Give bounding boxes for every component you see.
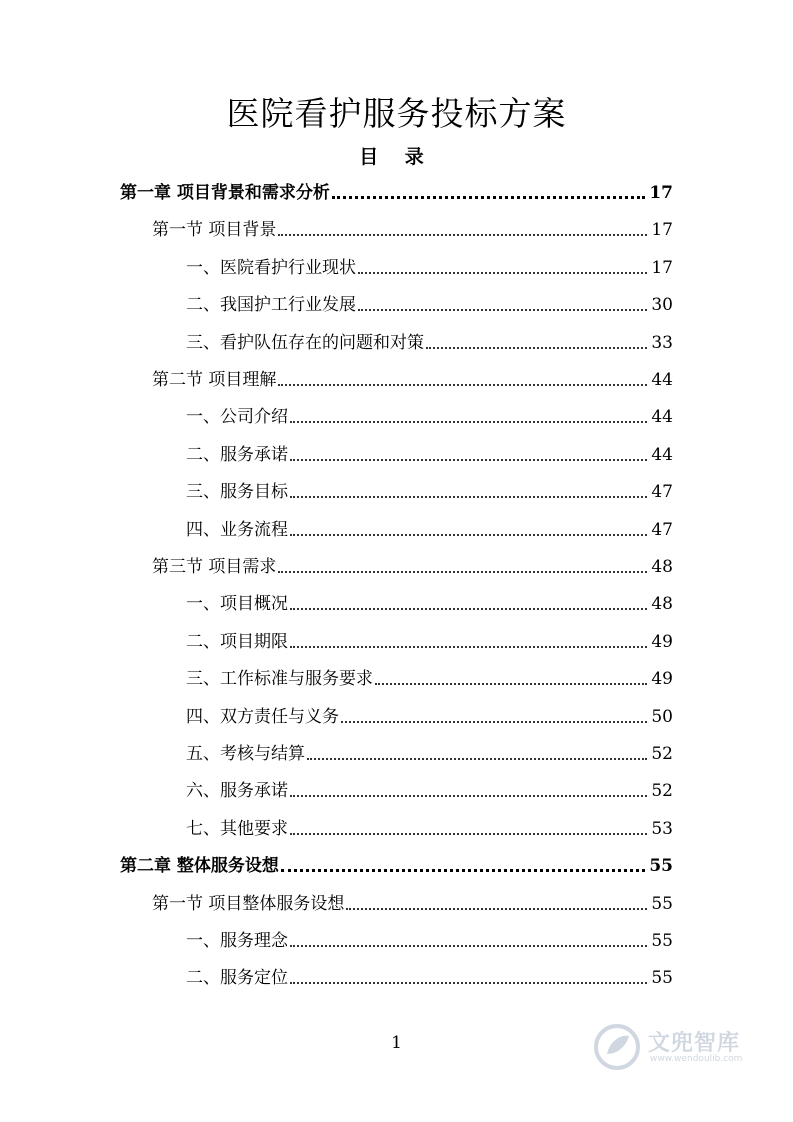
toc-entry-page: 49 [651,669,673,689]
toc-entry-label: 第一节 项目整体服务设想 [152,894,345,914]
toc-leader-dots [290,795,647,797]
toc-leader-dots [278,571,647,573]
toc-entry[interactable] [152,363,673,391]
toc-entry-page: 44 [651,407,673,427]
toc-entry[interactable] [120,176,673,204]
toc-leader-dots [290,421,647,423]
toc-leader-dots [375,683,647,685]
watermark [588,1020,768,1076]
toc-leader-dots [290,608,647,610]
toc-leader-dots [290,534,647,536]
toc-entry-label: 四、业务流程 [186,520,288,540]
toc-leader-dots [278,384,647,386]
toc-entry-page: 44 [651,445,673,465]
toc-entry-label: 二、项目期限 [186,632,288,652]
toc-entry[interactable] [186,438,673,466]
toc-entry-page: 33 [651,333,673,353]
toc-entry[interactable] [186,812,673,840]
toc-entry[interactable] [120,849,673,877]
toc-entry-page: 44 [651,370,673,390]
toc-entry-page: 52 [651,744,673,764]
toc-leader-dots [426,347,647,349]
toc-leader-dots [281,869,645,872]
toc-entry[interactable] [186,625,673,653]
toc-leader-dots [290,945,647,947]
toc-entry-label: 第二节 项目理解 [152,370,277,390]
toc-leader-dots [358,272,647,274]
toc-entry[interactable] [152,887,673,915]
toc-leader-dots [290,833,647,835]
toc-leader-dots [290,646,647,648]
leaf-logo-icon [592,1022,642,1072]
document-title: 医院看护服务投标方案 [226,94,567,133]
toc-leader-dots [332,196,645,199]
toc-entry-label: 一、公司介绍 [186,407,288,427]
toc-leader-dots [346,908,647,910]
toc-entry-label: 二、我国护工行业发展 [186,295,356,315]
toc-entry[interactable] [186,662,673,690]
toc-entry-page: 17 [649,183,673,203]
toc-entry[interactable] [186,326,673,354]
toc-leader-dots [341,721,647,723]
toc-entry-page: 48 [651,557,673,577]
toc-entry-page: 30 [651,295,673,315]
watermark-brand: 文兜智库 [648,1031,741,1056]
toc-entry-label: 第一节 项目背景 [152,220,277,240]
toc-entry[interactable] [186,700,673,728]
toc-entry-page: 48 [651,594,673,614]
toc-entry-label: 第三节 项目需求 [152,557,277,577]
toc-entry-label: 一、项目概况 [186,594,288,614]
toc-entry-label: 第一章 项目背景和需求分析 [120,183,330,203]
toc-entry-label: 第二章 整体服务设想 [120,856,279,876]
toc-entry-page: 49 [651,632,673,652]
toc-entry[interactable] [186,513,673,541]
toc-entry[interactable] [186,924,673,952]
toc-entry-page: 17 [651,220,673,240]
toc-entry-page: 47 [651,520,673,540]
toc-entry-label: 一、医院看护行业现状 [186,258,356,278]
toc-entry-label: 四、双方责任与义务 [186,707,339,727]
toc-leader-dots [290,982,647,984]
toc-entry-label: 三、看护队伍存在的问题和对策 [186,333,424,353]
toc-entry-label: 二、服务承诺 [186,445,288,465]
toc-entry-page: 55 [651,894,673,914]
toc-entry-label: 三、服务目标 [186,482,288,502]
toc-entry-page: 55 [651,968,673,988]
toc-leader-dots [290,459,647,461]
toc-entry-page: 53 [651,819,673,839]
page-number: 1 [391,1033,402,1053]
toc-entry-page: 52 [651,781,673,801]
toc-entry-label: 六、服务承诺 [186,781,288,801]
watermark-url: www.wendoulib.com [650,1054,743,1064]
toc-entry[interactable] [186,961,673,989]
toc-leader-dots [290,496,647,498]
toc-entry-label: 三、工作标准与服务要求 [186,669,373,689]
toc-entry[interactable] [186,400,673,428]
toc-entry-label: 一、服务理念 [186,931,288,951]
toc-entry[interactable] [186,774,673,802]
toc-entry-page: 47 [651,482,673,502]
toc-leader-dots [358,309,647,311]
toc-leader-dots [307,758,647,760]
toc-heading: 目 录 [359,146,434,168]
toc-entry-label: 五、考核与结算 [186,744,305,764]
toc-entry[interactable] [186,587,673,615]
toc-entry[interactable] [152,213,673,241]
toc-entry-page: 55 [651,931,673,951]
toc-entry[interactable] [186,737,673,765]
toc-entry-label: 二、服务定位 [186,968,288,988]
toc-entry[interactable] [152,550,673,578]
toc-entry[interactable] [186,475,673,503]
toc-entry-label: 七、其他要求 [186,819,288,839]
toc-entry-page: 55 [649,856,673,876]
toc-leader-dots [278,234,647,236]
toc-entry-page: 50 [651,707,673,727]
toc-entry-page: 17 [651,258,673,278]
toc-entry[interactable] [186,288,673,316]
toc-entry[interactable] [186,251,673,279]
